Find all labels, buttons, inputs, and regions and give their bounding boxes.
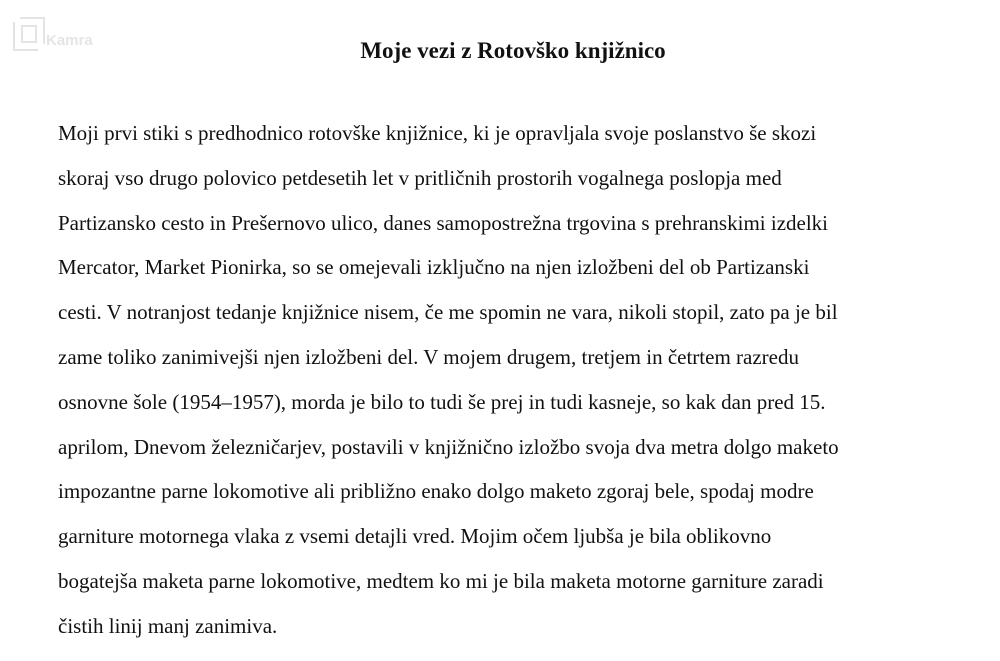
text-line: Mercator, Market Pionirka, so se omejevali izključno na njen izložbeni del ob Partizanski xyxy=(58,255,810,280)
text-line: osnovne šole (1954–1957), morda je bilo to tudi še prej in tudi kasneje, so kak dan pred 15. xyxy=(58,389,826,414)
text-line: garniture motornega vlaka z vsemi detajli vred. Mojim očem ljubša je bila oblikovno xyxy=(58,524,772,549)
watermark-text: Kamra xyxy=(46,32,93,49)
text-line: skoraj vso drugo polovico petdesetih let v pritličnih prostorih vogalnega poslopja med xyxy=(58,165,782,190)
text-line: aprilom, Dnevom železničarjev, postavili v knjižnično izložbo svoja dva metra dolgo maketo xyxy=(58,434,839,459)
text-line: Moji prvi stiki s predhodnico rotovške knjižnice, ki je opravljala svoje poslanstvo še skozi xyxy=(58,121,817,145)
text-line: impozantne parne lokomotive ali približno enako dolgo maketo zgoraj bele, spodaj modre xyxy=(58,479,814,504)
document-body xyxy=(58,111,958,649)
text-line: zame toliko zanimivejši njen izložbeni del. V mojem drugem, tretjem in četrtem razredu xyxy=(58,344,799,369)
text-line: Partizansko cesto in Prešernovo ulico, danes samopostrežna trgovina s prehranskimi izdelki xyxy=(58,210,829,235)
text-line: bogatejša maketa parne lokomotive, medtem ko mi je bila maketa motorne garniture zaradi xyxy=(58,568,824,593)
text-line: cesti. V notranjost tedanje knjižnice nisem, če me spomin ne vara, nikoli stopil, zato pa je bil xyxy=(58,300,838,325)
text-line: čistih linij manj zanimiva. xyxy=(58,613,278,638)
document-title: Moje vezi z Rotovško knjižnico xyxy=(360,38,666,63)
